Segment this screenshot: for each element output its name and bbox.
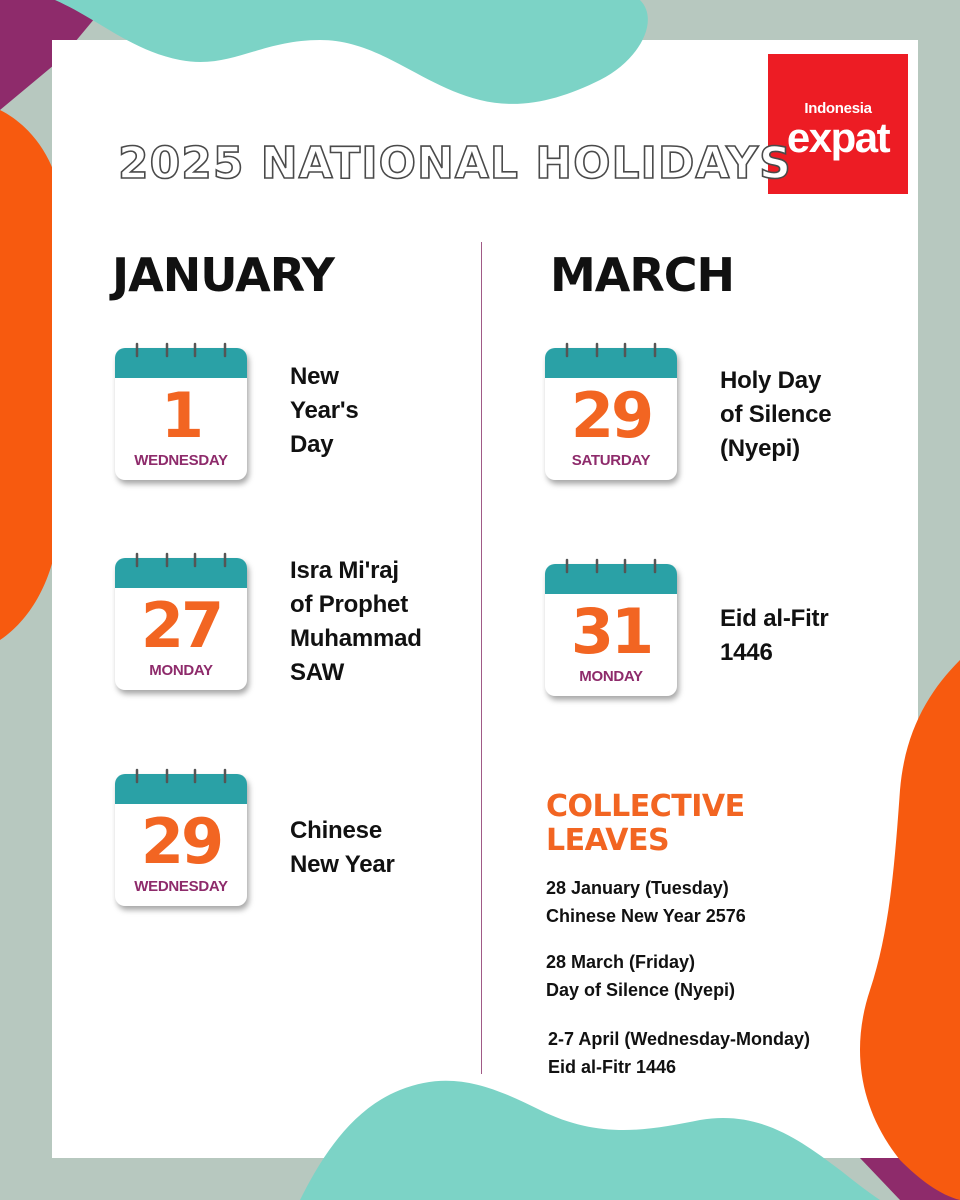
holiday-name-line: New <box>290 363 339 390</box>
calendar-weekday: WEDNESDAY <box>134 452 228 469</box>
holiday-name-line: 1446 <box>720 639 773 666</box>
march-heading: MARCH <box>550 248 735 302</box>
calendar-date: 1 <box>160 379 202 452</box>
collective-leave-item <box>546 874 746 930</box>
calendar-mar-29 <box>545 348 677 480</box>
leave-date: 28 March (Friday) <box>546 952 696 972</box>
collective-leave-item <box>546 948 735 1004</box>
leave-date: 28 January (Tuesday) <box>546 878 729 898</box>
collective-leaves-title-line: LEAVES <box>546 823 670 858</box>
calendar-rings-icon <box>545 556 677 586</box>
collective-leave-item <box>548 1025 810 1081</box>
calendar-weekday: WEDNESDAY <box>134 878 228 895</box>
holiday-name-line: Muhammad <box>290 625 422 652</box>
leave-event: Eid al-Fitr 1446 <box>548 1057 677 1077</box>
calendar-mar-31 <box>545 564 677 696</box>
logo-line-1: Indonesia <box>804 100 872 117</box>
calendar-rings-icon <box>545 340 677 370</box>
page-title: 2025 NATIONAL HOLIDAYS <box>118 138 792 189</box>
calendar-jan-29 <box>115 774 247 906</box>
holiday-name-line: of Prophet <box>290 591 408 618</box>
holiday-name-line: Day <box>290 431 334 458</box>
holiday-name-line: Chinese <box>290 817 382 844</box>
holiday-name-line: (Nyepi) <box>720 435 800 462</box>
holiday-name-line: of Silence <box>720 401 832 428</box>
calendar-weekday: SATURDAY <box>571 452 651 469</box>
holiday-name-line: New Year <box>290 851 395 878</box>
calendar-weekday: MONDAY <box>579 668 643 685</box>
calendar-rings-icon <box>115 766 247 796</box>
calendar-rings-icon <box>115 340 247 370</box>
column-divider <box>481 242 482 1074</box>
holiday-name-jan-29 <box>290 814 395 882</box>
calendar-date: 27 <box>140 589 222 662</box>
holiday-name-jan-1 <box>290 360 359 462</box>
holiday-name-line: SAW <box>290 659 345 686</box>
calendar-date: 29 <box>140 805 222 878</box>
leave-event: Chinese New Year 2576 <box>546 906 746 926</box>
january-heading: JANUARY <box>112 248 334 302</box>
calendar-date: 31 <box>570 595 652 668</box>
calendar-rings-icon <box>115 550 247 580</box>
holiday-name-line: Isra Mi'raj <box>290 557 399 584</box>
purple-bottom-right <box>860 1158 960 1200</box>
holiday-name-line: Holy Day <box>720 367 822 394</box>
leave-date: 2-7 April (Wednesday-Monday) <box>548 1029 811 1049</box>
holiday-name-line: Eid al-Fitr <box>720 605 829 632</box>
collective-leaves-title-line: COLLECTIVE <box>546 789 745 824</box>
calendar-jan-27 <box>115 558 247 690</box>
holiday-name-mar-31 <box>720 602 828 670</box>
holiday-name-jan-27 <box>290 554 422 690</box>
logo-line-2: expat <box>786 114 890 161</box>
calendar-jan-1 <box>115 348 247 480</box>
calendar-weekday: MONDAY <box>149 662 213 679</box>
calendar-date: 29 <box>570 379 652 452</box>
holiday-name-line: Year's <box>290 397 359 424</box>
collective-leaves-title <box>546 790 745 858</box>
leave-event: Day of Silence (Nyepi) <box>546 980 736 1000</box>
holiday-name-mar-29 <box>720 364 831 466</box>
